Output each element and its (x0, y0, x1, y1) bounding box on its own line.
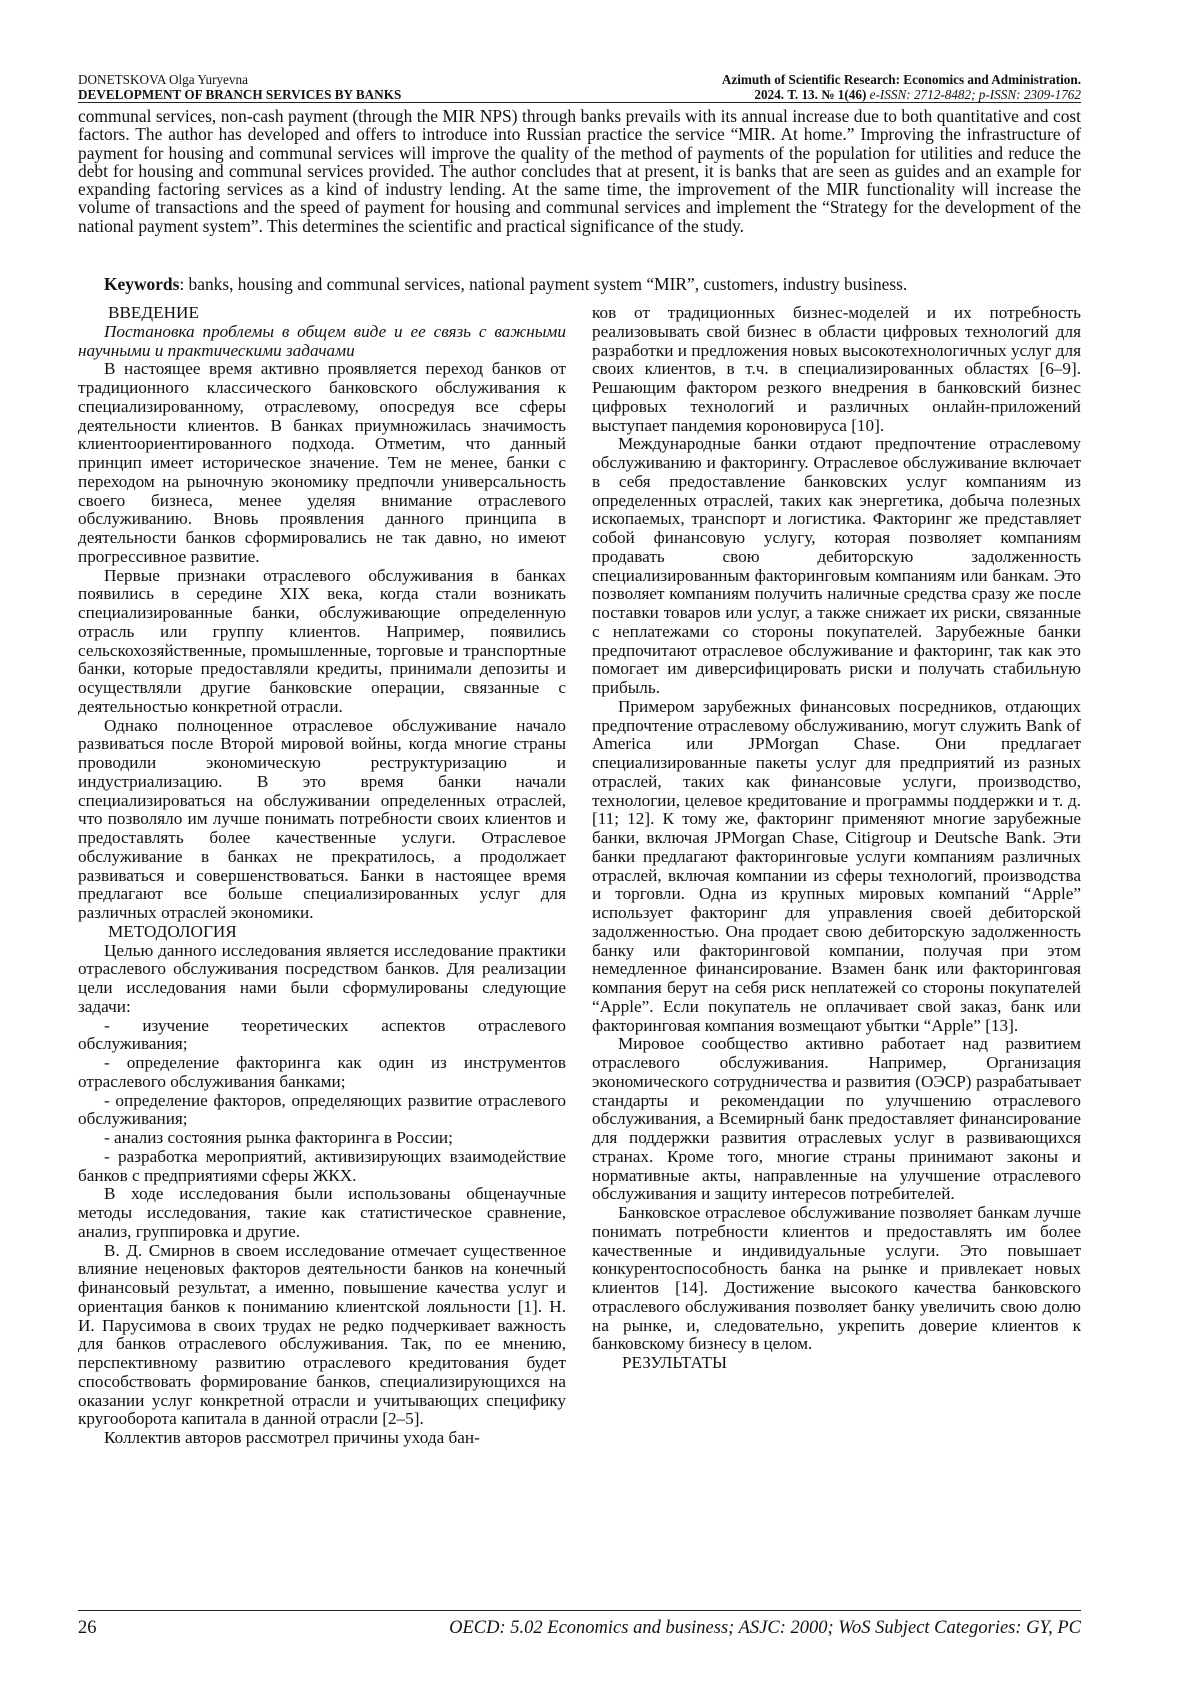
list-item: - определение факторов, определяющих развитие отраслевого обслуживания; (78, 1090, 566, 1129)
keywords-label: Keywords (104, 274, 180, 294)
header-right (722, 72, 1081, 102)
abstract-continued (78, 107, 1081, 235)
paragraph: В. Д. Смирнов в своем исследование отмечает существенное влияние неценовых факторов деятельности банков на конечный финансовый результат, а именно, повышение качества услуг и ориентация банков к пониманию клиентской лояльности [1]. Н. И. Парусимова в своих трудах не редко подчеркивает важность для банков отраслевого обслуживания. Так, по ее мнению, перспективному развитию отраслевого кредитования будет способствовать формирование банков, специализирующихся на оказании услуг конкретной отрасли и учитывающих специфику кругооборота капитала в данной отрасли [2–5]. (78, 1240, 566, 1429)
header-issue-line (722, 87, 1081, 102)
header-issue: 2024. Т. 13. № 1(46) (754, 87, 867, 102)
paragraph: Международные банки отдают предпочтение отраслевому обслуживанию и факторингу. Отраслевое обслуживание включает в себя предоставление банковских услуг компаниям из определенных отраслей, таких как энергетика, добыча полезных ископаемых, транспорт и логистика. Факторинг же представляет собой финансовую услугу, которая позволяет компаниям продавать свою дебиторскую задолженность специализированным факторинговым компаниям или банкам. Это позволяет компаниям получить наличные средства сразу же после поставки товаров или услуг, а также снижает их риски, связанные с неплатежами со стороны покупателей. Зарубежные банки предпочитают отраслевое обслуживание и факторинг, так как это помогает им диверсифицировать риски и получать стабильную прибыль. (592, 434, 1081, 697)
paragraph: Мировое сообщество активно работает над развитием отраслевого обслуживания. Например, Организация экономического сотрудничества и развития (ОЭСР) разрабатывает стандарты и рекомендации по улучшению отраслевого обслуживания, а Всемирный банк предоставляет финансирование для поддержки развития отраслевых услуг в развивающихся странах. Кроме того, многие страны принимают законы и нормативные акты, направленные на улучшение отраслевого обслуживания и защиту интересов потребителей. (592, 1034, 1081, 1204)
running-header (78, 72, 1081, 102)
keywords-text: : banks, housing and communal services, national payment system “MIR”, customers, industry business. (179, 274, 908, 294)
section-heading-introduction: ВВЕДЕНИЕ (108, 303, 199, 322)
paragraph: В ходе исследования были использованы общенаучные методы исследования, такие как статистическое сравнение, анализ, группировка и другие. (78, 1184, 566, 1241)
paragraph: Примером зарубежных финансовых посредников, отдающих предпочтение отраслевому обслуживанию, могут служить Bank of America или JPMorgan Chase. Они предлагает специализированные пакеты услуг для предприятий из разных отраслей, таких как финансовые услуги, производство, технологии, целевое кредитование и программы поддержки и т. д. [11; 12]. К тому же, факторинг применяют многие зарубежные банки, включая JPMorgan Chase, Citigroup и Deutsche Bank. Эти банки предлагают факторинговые услуги компаниям различных отраслей, включая компании из сферы технологий, производства и торговли. Одна из крупных мировых компаний “Apple” использует факторинг для управления своей дебиторской задолженностью. Она продает свою дебиторскую задолженность банку или факторинговой компании, получая при этом немедленное финансирование. Взамен банк или факторинговая компания берут на себя риск неплатежей со стороны покупателей “Apple”. Если покупатель не оплачивает свой заказ, банк или факторинговая компания возмещают убытки “Apple” [13]. (592, 696, 1081, 1035)
paragraph: Однако полноценное отраслевое обслуживание начало развиваться после Второй мировой войны, когда многие страны проводили экономическую реструктуризацию и индустриализацию. В это время банки начали специализироваться на обслуживании определенных отраслей, что позволяло им лучше понимать потребности своих клиентов и предоставлять более качественные услуги. Отраслевое обслуживание в банках не прекратилось, а продолжает развиваться и совершенствоваться. Банки в настоящее время предлагают все больше специализированных услуг для различных отраслей экономики. (78, 715, 566, 922)
footer-divider (78, 1610, 1081, 1611)
keywords (78, 275, 1081, 293)
subject-classification: OECD: 5.02 Economics and business; ASJC: 2000; WoS Subject Categories: GY, PC (449, 1618, 1081, 1638)
paragraph: Коллектив авторов рассмотрел причины ухода бан- (104, 1428, 480, 1447)
section-heading-methodology: МЕТОДОЛОГИЯ (108, 921, 237, 941)
header-left (78, 72, 401, 102)
journal-page (78, 0, 1081, 1697)
left-column (78, 304, 566, 1448)
header-issn: e-ISSN: 2712-8482; p-ISSN: 2309-1762 (869, 87, 1081, 102)
paragraph: Банковское отраслевое обслуживание позволяет банкам лучше понимать потребности клиентов и предоставлять им более качественные и индивидуальные услуги. Это повышает конкурентоспособность банка на рынке и привлекает новых клиентов [14]. Достижение высокого качества банковского отраслевого обслуживания позволяет банку увеличить свою долю на рынке, и, следовательно, укрепить доверие клиентов к банковскому бизнесу в целом. (592, 1203, 1081, 1354)
header-divider (78, 102, 1081, 103)
list-item: - разработка мероприятий, активизирующих взаимодействие банков с предприятиями сферы ЖКХ. (78, 1146, 566, 1185)
header-journal: Azimuth of Scientific Research: Economics and Administration. (721, 72, 1081, 87)
paragraph: Первые признаки отраслевого обслуживания в банках появились в середине XIX века, когда стали возникать специализированные банки, обслуживающие определенную отрасль или группу клиентов. Например, появились сельскохозяйственные, промышленные, торговые и транспортные банки, которые предоставляли кредиты, принимали депозиты и осуществляли другие банковские операции, связанные с деятельностью конкретной отрасли. (78, 565, 566, 716)
paragraph: В настоящее время активно проявляется переход банков от традиционного классического банковского обслуживания к специализированному, отраслевому, опосредуя все сферы деятельности клиентов. В банках приумножилась значимость клиентоориентированного подхода. Отметим, что данный принцип имеет историческое значение. Тем не менее, банки с переходом на рыночную экономику предпочли универсальность своего бизнеса, менее уделяя внимание отраслевого обслуживанию. Вновь проявления данного принципа в деятельности банков сформировались не так давно, но имеют прогрессивное развитие. (78, 359, 566, 566)
paragraph: ков от традиционных бизнес-моделей и их потребность реализовывать свой бизнес в области цифровых технологий для разработки и предложения новых высокотехнологичных услуг для своих клиентов, в т.ч. в специализированных областях [6–9]. Решающим фактором резкого внедрения в банковский бизнес цифровых технологий и различных онлайн-приложений выступает пандемия короновируса [10]. (592, 303, 1081, 435)
header-author: DONETSKOVA Olga Yuryevna (78, 72, 248, 87)
section-heading-results: РЕЗУЛЬТАТЫ (622, 1353, 727, 1372)
list-item: - изучение теоретических аспектов отраслевого обслуживания; (78, 1015, 566, 1054)
list-item: - определение факторинга как один из инструментов отраслевого обслуживания банками; (78, 1053, 566, 1091)
running-footer (78, 1618, 1081, 1642)
right-column (592, 304, 1081, 1373)
paragraph: Целью данного исследования является исследование практики отраслевого обслуживания посредством банков. Для реализации цели исследования нами были сформулированы следующие задачи: (78, 940, 566, 1016)
page-number: 26 (78, 1618, 97, 1638)
header-article-title: DEVELOPMENT OF BRANCH SERVICES BY BANKS (78, 87, 402, 102)
section-subheading: Постановка проблемы в общем виде и ее связь с важными научными и практическими задачами (78, 321, 566, 360)
abstract-text: communal services, non-cash payment (through the MIR NPS) through banks prevails with its annual increase due to both quantitative and cost factors. The author has developed and offers to introduce into Russian practice the service “MIR. At home.” Improving the infrastructure of payment for housing and communal services will improve the quality of the method of payments of the population for utilities and reduce the debt for housing and communal services provided. The author concludes that at present, it is banks that are seen as guides and an example for expanding factoring services as a kind of industry lending. At the same time, the improvement of the MIR functionality will increase the volume of transactions and the speed of payment for housing and communal services and implement the “Strategy for the development of the national payment system”. This determines the scientific and practical significance of the study. (78, 106, 1081, 236)
list-item: - анализ состояния рынка факторинга в России; (104, 1128, 453, 1147)
